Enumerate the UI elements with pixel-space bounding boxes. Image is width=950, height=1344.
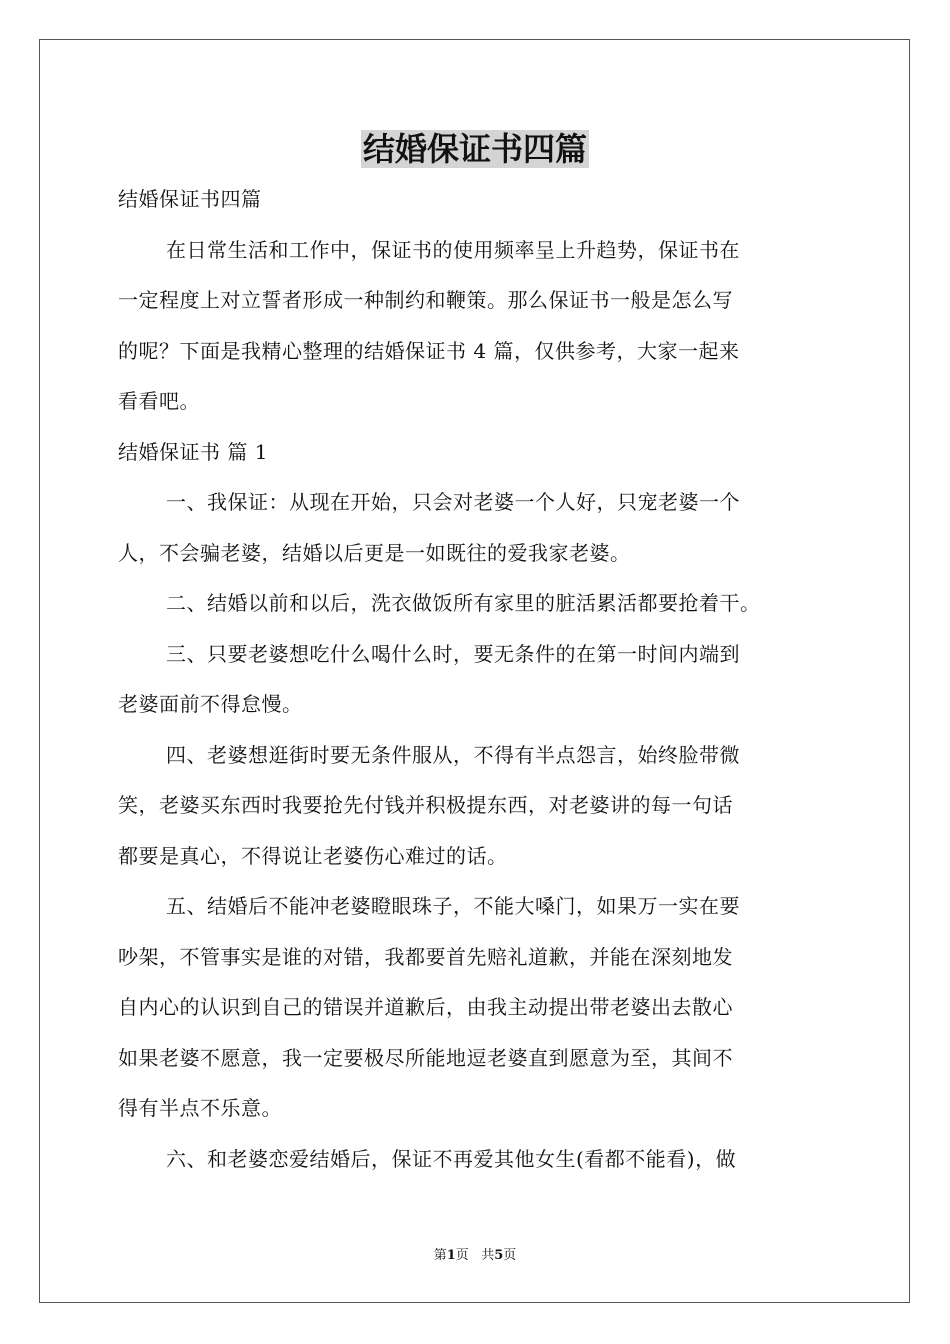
- text-line: 都要是真心，不得说让老婆伤心难过的话。: [118, 843, 508, 868]
- text-line: 的呢？下面是我精心整理的结婚保证书 4 篇，仅供参考，大家一起来: [118, 338, 740, 363]
- document-title: [0, 124, 950, 174]
- text-line: 四、老婆想逛街时要无条件服从，不得有半点怨言，始终脸带微: [166, 742, 740, 767]
- footer-page-suffix: 页: [455, 1248, 469, 1263]
- text-line: 一定程度上对立誓者形成一种制约和鞭策。那么保证书一般是怎么写: [118, 288, 733, 312]
- footer-page-current: 1: [446, 1248, 456, 1263]
- text-line: 看看吧。: [118, 389, 200, 413]
- document-body: [118, 174, 833, 1184]
- text-line: 结婚保证书四篇: [118, 187, 262, 211]
- text-line: 三、只要老婆想吃什么喝什么时，要无条件的在第一时间内端到: [166, 641, 740, 666]
- text-line: 结婚保证书 篇 1: [118, 439, 268, 464]
- page-footer: [0, 1246, 950, 1266]
- footer-total-suffix: 页: [503, 1248, 517, 1263]
- text-line: 五、结婚后不能冲老婆瞪眼珠子，不能大嗓门，如果万一实在要: [166, 894, 740, 918]
- footer-total-prefix: 共: [481, 1248, 495, 1263]
- footer-page-prefix: 第: [433, 1248, 447, 1263]
- text-line: 吵架，不管事实是谁的对错，我都要首先赔礼道歉，并能在深刻地发: [118, 944, 733, 969]
- text-line: 六、和老婆恋爱结婚后，保证不再爱其他女生(看都不能看)，做: [166, 1146, 737, 1171]
- text-line: 老婆面前不得怠慢。: [118, 692, 303, 716]
- document-title-text: 结婚保证书四篇: [362, 130, 587, 168]
- text-line: 在日常生活和工作中，保证书的使用频率呈上升趋势，保证书在: [166, 237, 740, 262]
- text-line: 二、结婚以前和以后，洗衣做饭所有家里的脏活累活都要抢着干。: [166, 591, 761, 615]
- text-line: 自内心的认识到自己的错误并道歉后，由我主动提出带老婆出去散心: [118, 995, 733, 1019]
- text-line: 一、我保证：从现在开始，只会对老婆一个人好，只宠老婆一个: [166, 490, 740, 514]
- text-line: 得有半点不乐意。: [118, 1096, 282, 1120]
- text-line: 如果老婆不愿意，我一定要极尽所能地逗老婆直到愿意为至，其间不: [118, 1045, 733, 1070]
- text-line: 人，不会骗老婆，结婚以后更是一如既往的爱我家老婆。: [118, 540, 631, 565]
- footer-page-total: 5: [494, 1248, 504, 1263]
- text-line: 笑，老婆买东西时我要抢先付钱并积极提东西，对老婆讲的每一句话: [118, 793, 733, 817]
